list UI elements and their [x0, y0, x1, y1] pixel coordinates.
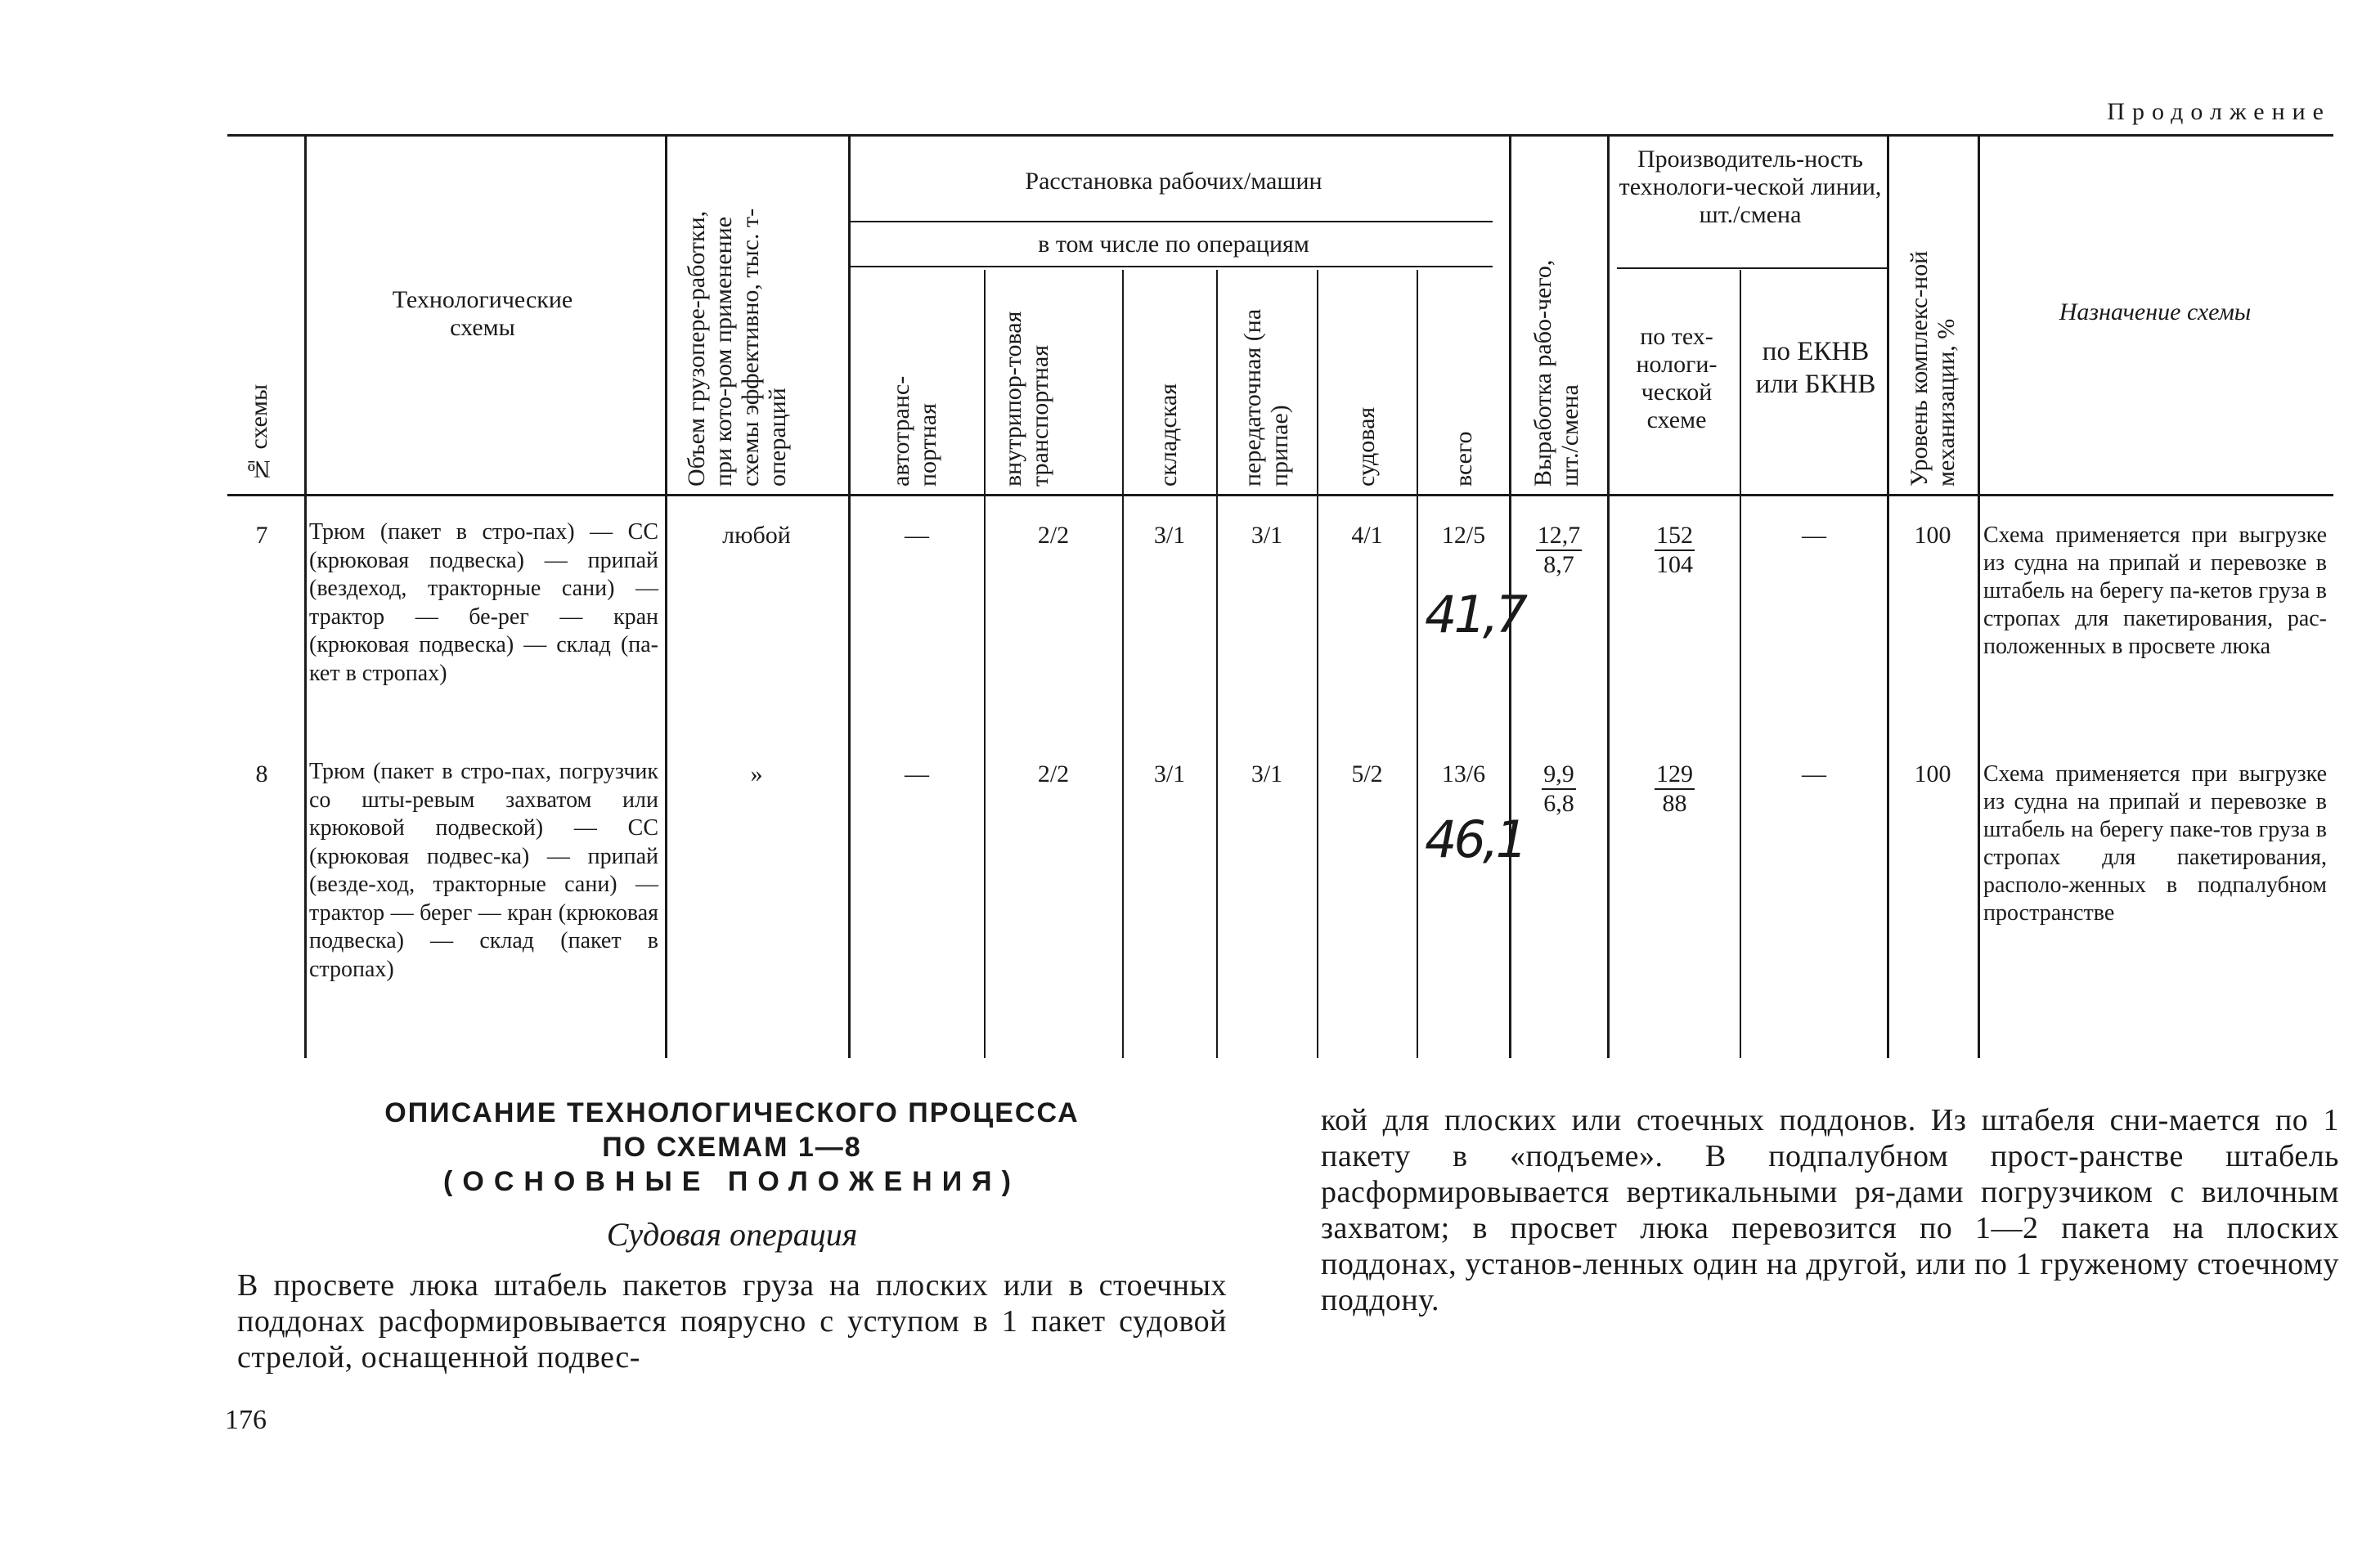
header-total: всего — [1450, 431, 1477, 487]
purpose-text: Схема применяется при выгрузке из судна на припай и перевозке в штабель на берегу паке-тов груза в стропах для пакетирования, располо-женных в подпалубном пространстве — [1983, 761, 2327, 926]
output-fraction — [1513, 522, 1605, 579]
header-op-transfer: передаточная (на припае) — [1239, 308, 1293, 487]
header-op-auto: автотранс-портная — [887, 375, 941, 487]
section-title-line-1: ОПИСАНИЕ ТЕХНОЛОГИЧЕСКОГО ПРОЦЕССА — [384, 1097, 1080, 1128]
volume-value: любой — [722, 522, 791, 549]
header-incl-ops: в том числе по операциям — [1038, 231, 1309, 258]
section-subtitle: Судовая операция — [606, 1216, 858, 1253]
volume-value: » — [750, 760, 763, 787]
header-op-ship: судовая — [1353, 406, 1380, 487]
section-title-line-2: ПО СХЕМАМ 1—8 — [602, 1132, 862, 1163]
tech-scheme-text: Трюм (пакет в стро-пах) — СС (крюковая подвеска) — припай (вездеход, тракторные сани) — трактор — бе-рег — кран (крюковая подвеска) — склад (па-кет в стропах) — [309, 519, 658, 686]
output-numerator: 9,9 — [1542, 760, 1576, 790]
total-value: 13/6 — [1441, 760, 1486, 787]
op-transfer-value: 3/1 — [1251, 522, 1283, 549]
row-number: 7 — [255, 522, 268, 549]
header-mech-level: Уровень комплекс-ной механизации, % — [1906, 250, 1960, 487]
eknv-value: — — [1802, 522, 1826, 549]
op-transfer-value: 3/1 — [1251, 760, 1283, 787]
output-numerator: 12,7 — [1536, 522, 1583, 551]
productivity-denominator: 88 — [1662, 790, 1687, 817]
continuation-label: Продолжение — [2107, 98, 2331, 125]
op-internal-value: 2/2 — [1037, 522, 1070, 549]
header-by-eknv: по ЕКНВ или БКНВ — [1755, 337, 1876, 399]
productivity-fraction — [1611, 522, 1738, 579]
op-auto-value: — — [905, 522, 929, 549]
header-volume: Объем грузопере-работки, при кото-ром применение схемы эффективно, тыс. т-операций — [683, 208, 791, 487]
tech-scheme-text: Трюм (пакет в стро-пах, погрузчик со шты-ревым захватом или крюковой подвеской) — СС (крюковая подвес-ка) — припай (везде-ход, тракторные сани) — трактор — берег — кран (крюковая подвеска) — склад (пакет в стропах) — [309, 759, 658, 982]
output-fraction — [1513, 760, 1605, 818]
header-scheme-no: № схемы — [245, 384, 272, 482]
left-column-text: В просвете люка штабель пакетов груза на плоских или в стоечных поддонах расформировывается поярусно с уступом в 1 пакет судовой стрелой, оснащенной подвес- — [237, 1268, 1227, 1375]
section-title — [237, 1096, 1227, 1199]
op-internal-value: 2/2 — [1037, 760, 1070, 787]
page-number: 176 — [225, 1405, 267, 1435]
right-column-text: кой для плоских или стоечных поддонов. Из штабеля сни-мается по 1 пакету в «подъеме». В подпалубном прост-ранстве штабель расформировывается вертикальными ря-дами погрузчиком с вилочным захватом; в просвет люка перевозится по 1—2 пакета на плоских поддонах, установ-ленных один на другой, или по 1 груженому стоечному поддону. — [1321, 1103, 2339, 1317]
op-ship-value: 4/1 — [1351, 522, 1383, 549]
op-warehouse-value: 3/1 — [1153, 522, 1186, 549]
output-denominator: 6,8 — [1543, 790, 1574, 817]
productivity-numerator: 129 — [1655, 760, 1695, 790]
header-op-warehouse: складская — [1155, 384, 1182, 487]
eknv-value: — — [1802, 760, 1826, 787]
handwritten-note: 46,1 — [1425, 810, 1525, 869]
header-productivity: Производитель-ность технологи-ческой линии, шт./смена — [1619, 146, 1882, 228]
output-denominator: 8,7 — [1543, 551, 1574, 578]
productivity-denominator: 104 — [1656, 551, 1693, 578]
header-purpose: Назначение схемы — [2059, 298, 2252, 325]
row-number: 8 — [255, 760, 268, 787]
header-by-tech: по тех-нологи-ческой схеме — [1636, 323, 1718, 433]
purpose-text: Схема применяется при выгрузке из судна на припай и перевозке в штабель на берегу па-кетов груза в стропах для пакетирования, рас-положенных в просвете люка — [1983, 523, 2327, 659]
header-tech-schemes: Технологические схемы — [392, 286, 573, 341]
total-value: 12/5 — [1441, 522, 1486, 549]
header-output: Выработка рабо-чего, шт./смена — [1529, 259, 1583, 487]
mech-level-value: 100 — [1914, 522, 1951, 549]
productivity-numerator: 152 — [1655, 522, 1695, 551]
handwritten-note: 41,7 — [1425, 585, 1525, 644]
op-warehouse-value: 3/1 — [1153, 760, 1186, 787]
section-title-line-3: (ОСНОВНЫЕ ПОЛОЖЕНИЯ) — [443, 1166, 1021, 1197]
op-auto-value: — — [905, 760, 929, 787]
mech-level-value: 100 — [1914, 760, 1951, 787]
header-placement: Расстановка рабочих/машин — [1025, 168, 1322, 195]
op-ship-value: 5/2 — [1351, 760, 1383, 787]
productivity-fraction — [1611, 760, 1738, 818]
header-op-internal: внутрипор-товая транспортная — [999, 311, 1053, 487]
